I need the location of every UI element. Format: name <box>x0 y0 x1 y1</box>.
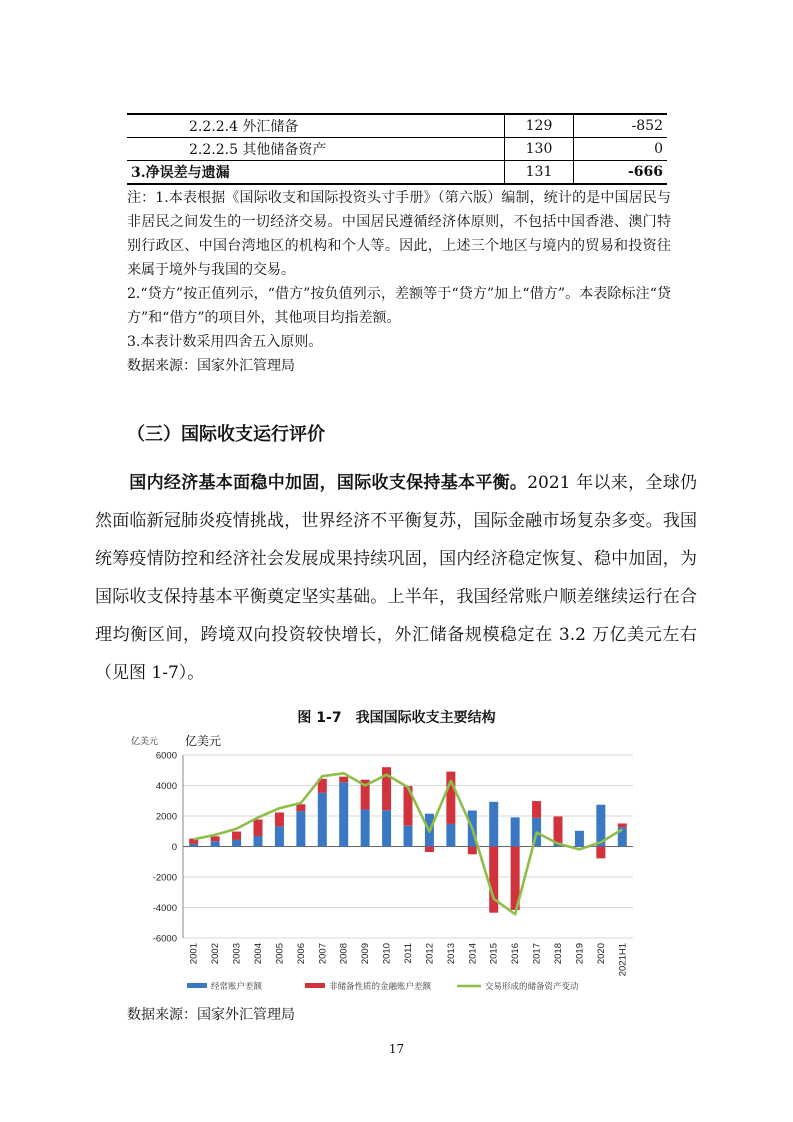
legend-label: 经常账户差额 <box>211 981 263 991</box>
bar-financial-account <box>232 832 241 840</box>
x-tick-labels <box>189 943 629 976</box>
bar-current-account <box>489 802 498 847</box>
y-tick-label: -4000 <box>152 903 177 914</box>
legend-label: 非储备性质的金融账户差额 <box>329 981 432 991</box>
x-tick-label: 2001 <box>188 943 200 965</box>
y-unit-label-small: 亿美元 <box>131 736 159 746</box>
x-tick-label: 2010 <box>381 943 393 965</box>
bar-financial-account <box>532 801 541 818</box>
x-tick-label: 2003 <box>231 943 243 965</box>
x-tick-label: 2002 <box>210 943 222 965</box>
table-notes <box>127 186 671 378</box>
bar-financial-account <box>489 847 498 913</box>
note-1: 注：1.本表根据《国际收支和国际投资头寸手册》（第六版）编制，统计的是中国居民与非居民之间发生的一切经济交易。中国居民遵循经济体原则，不包括中国香港、澳门特别行政区、中国台湾地区的机构和个人等。因此，上述三个地区与境内的贸易和投资往来属于境外与我国的交易。 <box>127 190 671 278</box>
y-tick-label: 0 <box>171 842 177 853</box>
legend-label: 交易形成的储备资产变动 <box>485 981 579 991</box>
x-tick-label: 2007 <box>317 943 329 965</box>
bar-financial-account <box>339 777 348 783</box>
table-cell-value: 0 <box>654 141 663 157</box>
bar-financial-account <box>618 823 627 827</box>
table-row <box>127 161 667 185</box>
bar-current-account <box>361 809 370 846</box>
table-cell-item: 3.净误差与遗漏 <box>131 165 230 181</box>
y-tick-label: 6000 <box>155 750 177 762</box>
legend-swatch <box>305 983 325 988</box>
x-tick-label: 2009 <box>360 943 372 965</box>
x-tick-label: 2021H1 <box>617 943 629 977</box>
x-tick-label: 2012 <box>424 943 436 965</box>
bar-financial-account <box>446 772 455 824</box>
bar-current-account <box>382 810 391 846</box>
bar-financial-account <box>254 820 263 836</box>
table-cell-code: 130 <box>505 138 574 161</box>
x-tick-label: 2020 <box>595 943 607 965</box>
balance-table <box>127 113 667 185</box>
y-tick-labels <box>153 751 177 945</box>
page-number: 17 <box>388 1042 405 1056</box>
note-2: 2.“贷方”按正值列示，“借方”按负值列示，差额等于“贷方”加上“借方”。本表除标注“贷方”和“借方”的项目外，其他项目均指差额。 <box>127 286 671 326</box>
bar-current-account <box>339 782 348 846</box>
chart-svg <box>127 733 667 998</box>
y-tick-label: 2000 <box>155 811 177 823</box>
table-cell-item: 2.2.2.4 外汇储备 <box>189 119 299 135</box>
y-tick-label: -6000 <box>152 933 177 945</box>
balance-chart <box>127 733 667 998</box>
x-tick-label: 2015 <box>488 943 500 965</box>
y-tick-label: 4000 <box>155 781 177 792</box>
body-text: 2021 年以来，全球仍然面临新冠肺炎疫情挑战，世界经济不平衡复苏，国际金融市场复杂多变。我国统筹疫情防控和经济社会发展成果持续巩固，国内经济稳定恢复、稳中加固，为国际收支保持基本平衡奠定坚实基础。上半年，我国经常账户顺差继续运行在合理均衡区间，跨境双向投资较快增长，外汇储备规模稳定在 3.2 万亿美元左右（见图 1-7）。 <box>95 473 698 683</box>
bar-current-account <box>575 831 584 847</box>
table-row <box>127 138 667 161</box>
x-tick-label: 2011 <box>403 943 414 964</box>
x-tick-label: 2016 <box>510 943 522 965</box>
bar-current-account <box>446 824 455 847</box>
bar-current-account <box>211 841 220 846</box>
section-heading: （三）国际收支运行评价 <box>127 424 325 445</box>
bar-current-account <box>296 811 305 846</box>
bar-financial-account <box>211 836 220 841</box>
x-tick-label: 2019 <box>574 943 586 965</box>
table-cell-value: -666 <box>627 164 663 180</box>
y-unit-label-large: 亿美元 <box>185 734 222 748</box>
bar-financial-account <box>468 847 477 855</box>
table-cell-code: 131 <box>505 161 574 185</box>
x-tick-label: 2008 <box>338 943 350 965</box>
bar-financial-account <box>296 804 305 811</box>
x-tick-label: 2014 <box>467 943 479 965</box>
bar-financial-account <box>554 816 563 842</box>
x-tick-label: 2005 <box>274 943 286 965</box>
x-tick-label: 2006 <box>295 943 307 965</box>
body-paragraph <box>95 464 697 692</box>
table-cell-item: 2.2.2.5 其他储备资产 <box>189 142 327 158</box>
bar-current-account <box>275 826 284 846</box>
bar-current-account <box>404 826 413 847</box>
body-lead-sentence: 国内经济基本面稳中加固，国际收支保持基本平衡。 <box>129 473 528 493</box>
y-tick-label: -2000 <box>152 872 177 884</box>
legend-swatch <box>187 983 207 988</box>
table-cell-code: 129 <box>505 114 574 138</box>
chart-legend <box>187 981 579 991</box>
x-tick-label: 2018 <box>553 943 564 965</box>
bar-current-account <box>511 817 520 846</box>
bar-current-account <box>232 840 241 847</box>
table-cell-value: -852 <box>631 118 663 134</box>
bar-current-account <box>189 844 198 847</box>
bar-financial-account <box>596 847 605 859</box>
bar-current-account <box>254 836 263 847</box>
x-tick-label: 2004 <box>253 943 264 965</box>
table-row <box>127 114 667 138</box>
x-tick-label: 2013 <box>445 943 457 965</box>
chart-source: 数据来源：国家外汇管理局 <box>127 1007 295 1023</box>
bar-financial-account <box>275 812 284 826</box>
figure-title: 图 1-7 我国国际收支主要结构 <box>297 710 496 726</box>
x-tick-label: 2017 <box>531 943 543 965</box>
bar-current-account <box>318 793 327 847</box>
note-3: 3.本表计数采用四舍五入原则。 <box>127 334 323 350</box>
note-source: 数据来源：国家外汇管理局 <box>127 358 295 374</box>
bar-financial-account <box>425 847 434 852</box>
